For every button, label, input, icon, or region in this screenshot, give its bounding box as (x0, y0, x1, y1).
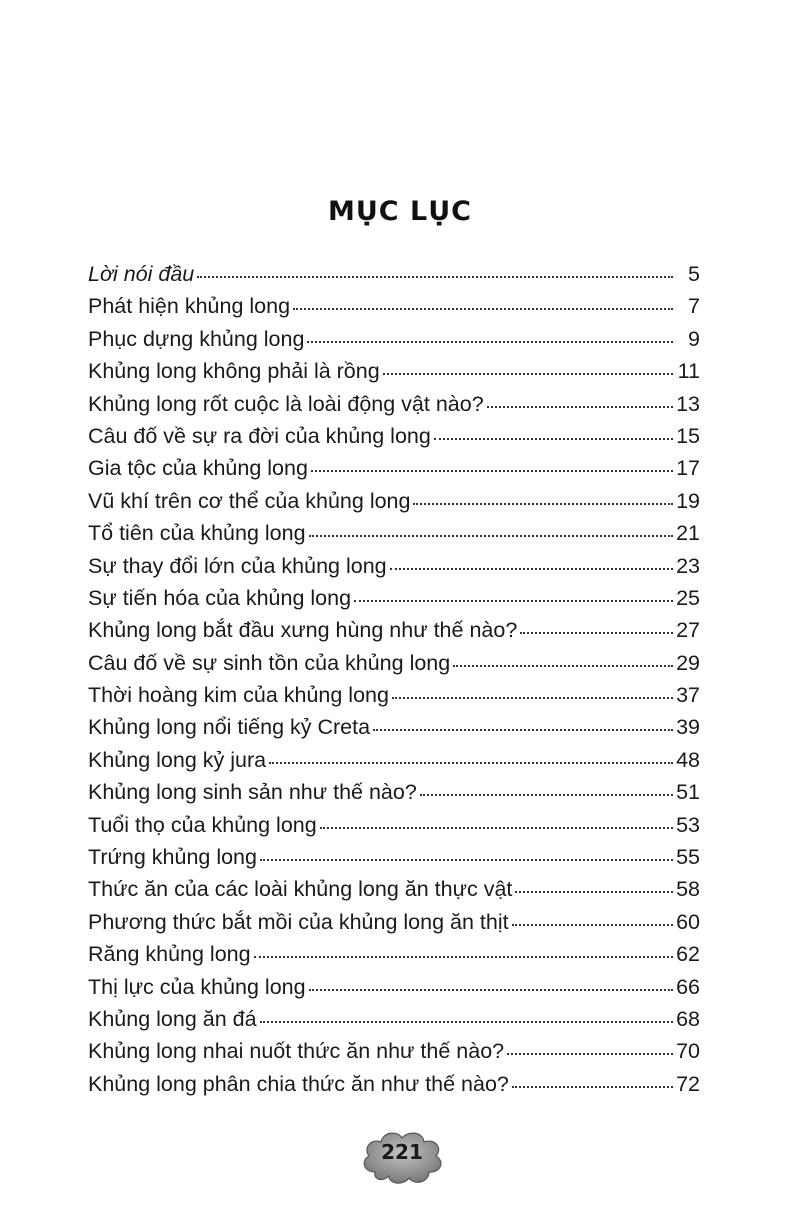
toc-entry-title: Câu đố về sự ra đời của khủng long (88, 423, 431, 448)
toc-entry-page: 58 (676, 877, 700, 902)
toc-entry[interactable] (88, 517, 700, 549)
toc-dot-leader (354, 600, 673, 602)
toc-dot-leader (373, 729, 673, 731)
toc-dot-leader (487, 406, 673, 408)
toc-entry-page: 68 (676, 1006, 700, 1031)
toc-entry[interactable] (88, 906, 700, 938)
toc-entry-title: Phương thức bắt mồi của khủng long ăn thịt (88, 909, 509, 934)
toc-dot-leader (254, 956, 673, 958)
toc-entry-title: Sự thay đổi lớn của khủng long (88, 553, 387, 578)
toc-entry[interactable] (88, 711, 700, 743)
toc-dot-leader (434, 438, 673, 440)
toc-entry-title: Thị lực của khủng long (88, 974, 306, 999)
toc-entry[interactable] (88, 388, 700, 420)
toc-entry[interactable] (88, 290, 700, 322)
toc-dot-leader (520, 632, 673, 634)
toc-entry[interactable] (88, 323, 700, 355)
toc-entry[interactable] (88, 550, 700, 582)
toc-dot-leader (413, 503, 673, 505)
toc-entry-page: 11 (677, 359, 700, 384)
toc-dot-leader (392, 697, 673, 699)
toc-dot-leader (293, 308, 673, 310)
toc-dot-leader (311, 470, 673, 472)
toc-entry[interactable] (88, 420, 700, 452)
toc-entry-title: Răng khủng long (88, 942, 251, 967)
toc-entry-title: Vũ khí trên cơ thể của khủng long (88, 488, 411, 513)
toc-dot-leader (197, 276, 673, 278)
toc-entry[interactable] (88, 614, 700, 646)
toc-entry-title: Thời hoàng kim của khủng long (88, 683, 389, 708)
toc-dot-leader (320, 827, 673, 829)
page-number: 221 (381, 1140, 423, 1164)
toc-entry-page: 55 (676, 845, 700, 870)
toc-entry-title: Tuổi thọ của khủng long (88, 812, 317, 837)
toc-entry[interactable] (88, 873, 700, 905)
toc-dot-leader (507, 1053, 673, 1055)
toc-entry-page: 7 (688, 294, 700, 319)
toc-entry-title: Khủng long kỷ jura (88, 747, 267, 772)
toc-entry-title: Tổ tiên của khủng long (88, 521, 306, 546)
toc-entry-page: 25 (676, 585, 700, 610)
toc-dot-leader (390, 568, 673, 570)
toc-entry[interactable] (88, 1068, 700, 1100)
toc-entry[interactable] (88, 809, 700, 841)
toc-entry-page: 72 (676, 1071, 700, 1096)
toc-entry-title: Câu đố về sự sinh tồn của khủng long (88, 650, 451, 675)
toc-dot-leader (420, 794, 673, 796)
toc-entry-page: 27 (676, 618, 700, 643)
page-title: MỤC LỤC (328, 196, 472, 227)
toc-entry[interactable] (88, 258, 700, 290)
toc-dot-leader (307, 341, 673, 343)
toc-entry-title: Khủng long phân chia thức ăn như thế nào? (88, 1071, 509, 1096)
toc-entry-title: Khủng long ăn đá (88, 1006, 257, 1031)
toc-entry-title: Khủng long rốt cuộc là loài động vật nào? (88, 391, 484, 416)
toc-entry-title: Khủng long không phải là rồng (88, 359, 380, 384)
toc-entry-title: Trứng khủng long (88, 845, 257, 870)
toc-entry-page: 53 (676, 812, 700, 837)
toc-dot-leader (309, 535, 673, 537)
toc-entry[interactable] (88, 647, 700, 679)
toc-entry[interactable] (88, 776, 700, 808)
toc-entry-title: Sự tiến hóa của khủng long (88, 585, 352, 610)
toc-entry[interactable] (88, 938, 700, 970)
toc-entry-title: Phát hiện khủng long (88, 294, 291, 319)
toc-dot-leader (269, 762, 673, 764)
toc-entry-page: 48 (676, 747, 700, 772)
toc-dot-leader (260, 859, 673, 861)
toc-entry[interactable] (88, 1035, 700, 1067)
toc-entry-page: 37 (676, 683, 700, 708)
toc-entry-page: 13 (676, 391, 700, 416)
toc-dot-leader (383, 373, 673, 375)
toc-entry-page: 66 (676, 974, 700, 999)
toc-entry-page: 19 (676, 488, 700, 513)
toc-dot-leader (453, 665, 673, 667)
toc-entry-page: 9 (688, 326, 700, 351)
toc-entry-title: Khủng long nổi tiếng kỷ Creta (88, 715, 371, 740)
toc-entry-title: Khủng long nhai nuốt thức ăn như thế nào? (88, 1039, 505, 1064)
toc-entry-title: Khủng long bắt đầu xưng hùng như thế nào? (88, 618, 518, 643)
toc-entry-title: Gia tộc của khủng long (88, 456, 308, 481)
toc-entry-page: 21 (676, 521, 700, 546)
toc-entry[interactable] (88, 452, 700, 484)
toc-entry-page: 5 (688, 262, 700, 286)
toc-dot-leader (515, 891, 673, 893)
toc-entry-title: Phục dựng khủng long (88, 326, 305, 351)
toc-entry[interactable] (88, 971, 700, 1003)
toc-entry-page: 15 (676, 423, 700, 448)
toc-entry[interactable] (88, 582, 700, 614)
toc-dot-leader (512, 924, 673, 926)
table-of-contents (88, 258, 700, 1100)
toc-entry[interactable] (88, 355, 700, 387)
toc-entry-title: Thức ăn của các loài khủng long ăn thực vật (88, 877, 513, 902)
toc-entry-page: 60 (676, 909, 700, 934)
toc-entry-title: Khủng long sinh sản như thế nào? (88, 780, 417, 805)
toc-entry-page: 23 (676, 553, 700, 578)
toc-entry-title: Lời nói đầu (88, 262, 195, 286)
toc-entry-page: 62 (676, 942, 700, 967)
toc-entry-page: 51 (676, 780, 700, 805)
toc-entry[interactable] (88, 485, 700, 517)
toc-entry[interactable] (88, 744, 700, 776)
toc-entry[interactable] (88, 1003, 700, 1035)
toc-entry[interactable] (88, 841, 700, 873)
toc-dot-leader (512, 1086, 673, 1088)
toc-dot-leader (260, 1021, 673, 1023)
toc-entry-page: 17 (676, 456, 700, 481)
toc-dot-leader (309, 989, 673, 991)
toc-entry-page: 39 (676, 715, 700, 740)
toc-entry[interactable] (88, 679, 700, 711)
toc-entry-page: 70 (676, 1039, 700, 1064)
page-number-badge (357, 1126, 447, 1188)
toc-entry-page: 29 (676, 650, 700, 675)
